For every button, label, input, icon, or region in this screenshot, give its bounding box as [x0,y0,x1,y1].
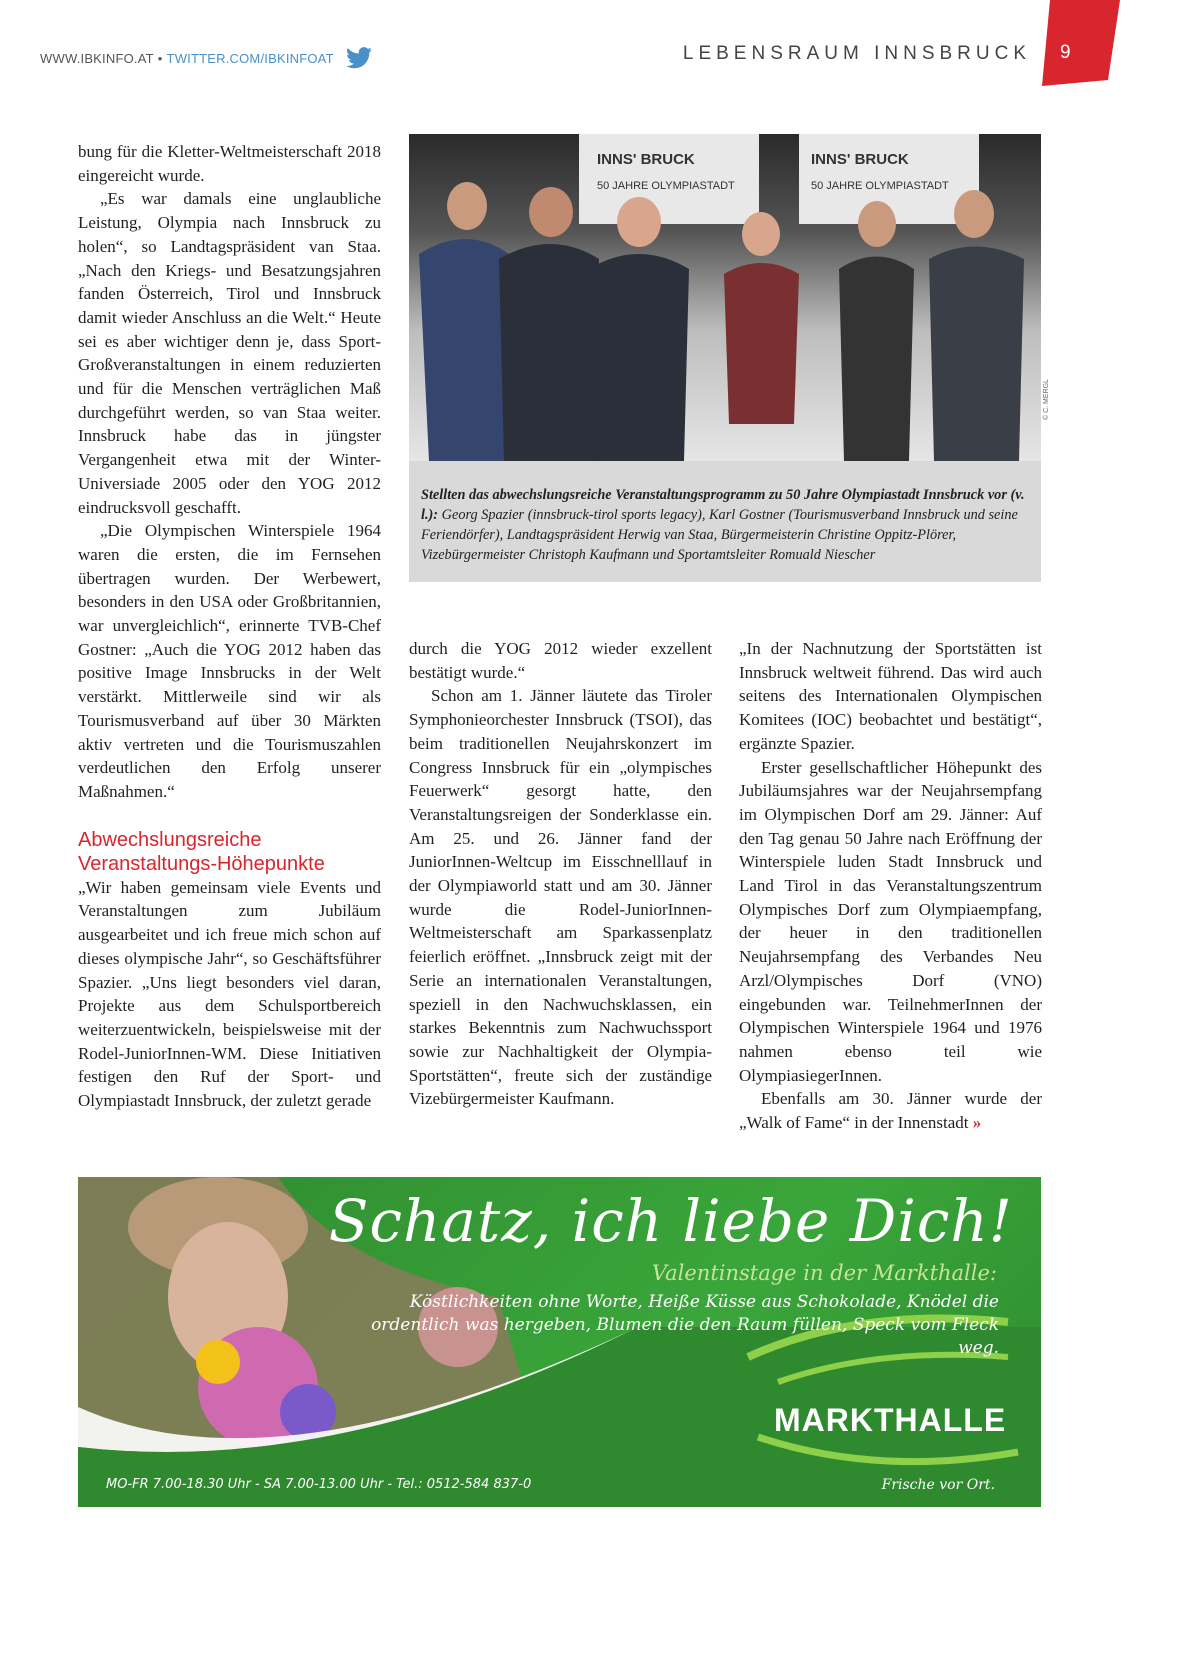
website-link[interactable]: WWW.IBKINFO.AT [40,50,154,66]
section-title: LEBENSRAUM INNSBRUCK [682,43,1031,64]
photo-credit: © C. MERGL [1043,379,1050,420]
ad-opening-hours: MO-FR 7.00-18.30 Uhr - SA 7.00-13.00 Uhr - Tel.: 0512-584 837-0 [106,1477,532,1492]
paragraph: Erster gesellschaftlicher Höhepunkt des Jubiläumsjahres war der Neujahrsempfang im Olympischen Dorf am 29. Jänner: Auf den Tag genau 50 Jahre nach Eröffnung der Winterspiele luden Stadt Innsbruck und Land Tirol in das Veranstaltungszentrum Olympisches Dorf zum Olympiaempfang, der heuer in den traditionellen Neujahrsempfang des Verbandes Neu Arzl/Olympisches Dorf (VNO) eingebunden war. TeilnehmerInnen der Olympischen Winterspiele 1964 und 1976 nahmen ebenso teil wie OlympiasiegerInnen. [739,757,1042,1085]
twitter-link[interactable]: TWITTER.COM/IBKINFOAT [166,50,334,66]
group-photo-illustration [409,134,1041,461]
twitter-bird-icon [346,47,372,69]
markthalle-logo: MARKTHALLE [774,1402,1007,1438]
page-number: 9 [1060,42,1071,63]
paragraph: „Die Olympischen Winterspiele 1964 waren die ersten, die im Fernsehen übertragen wurden. Der Werbewert, besonders in den USA oder Großbritannien, war unvergleichlich“, erinnerte TVB-Chef Gostner: „Auch die YOG 2012 haben das positive Image Innsbrucks in der Welt verstärkt. Mittlerweile sind wir als Tourismusverband auf über 30 Märkten aktiv vertreten und die Tourismuszahlen verdeutlichen den Erfolg unserer Maßnahmen.“ [78,521,381,801]
caption-lead: Stellten das abwechslungsreiche Veranstaltungsprogramm zu 50 Jahre Olympiastadt Innsbruck vor (v. l.): [421,487,1025,523]
paragraph: „Es war damals eine unglaubliche Leistung, Olympia nach Innsbruck zu holen“, so Landtagspräsident van Staa. „Nach den Kriegs- und Besatzungsjahren fanden Österreich, Tirol und Innsbruck damit wieder Anschluss an die Welt.“ Heute sei es aber wichtiger denn je, dass Sport-Großveranstaltungen in einem reduzierten und für die Menschen verträglichen Maß durchgeführt werden, so van Staa weiter. Innsbruck habe das in jüngster Vergangenheit etwa mit der Winter-Universiade 2005 oder den YOG 2012 eindrucksvoll geschafft. [78,189,381,517]
separator: • [157,50,163,66]
ad-slogan: Frische vor Ort. [881,1477,995,1493]
ad-headline: Schatz, ich liebe Dich! [328,1187,1013,1255]
paragraph: bung für die Kletter-Weltmeisterschaft 2018 eingereicht wurde. [78,142,381,185]
banner-text: INNS' BRUCK [597,151,695,168]
paragraph [739,1087,1042,1134]
page-number-tab [1040,0,1120,86]
article-column-3 [739,637,1042,1135]
photo-caption [409,461,1041,582]
article-column-1 [78,140,381,1113]
paragraph: Schon am 1. Jänner läutete das Tiroler Symphonieorchester Innsbruck (TSOI), das beim traditionellen Neujahrskonzert im Congress Innsbruck für ein „olympisches Feuerwerk“ gesorgt hatte, den Veranstaltungsreigen der Sonderklasse ein. Am 25. und 26. Jänner fand der JuniorInnen-Weltcup im Eisschnelllauf in der Olympiaworld statt und am 30. Jänner wurde die Rodel-JuniorInnen-Weltmeisterschaft am Sparkassenplatz feierlich eröffnet. „Innsbruck zeigt mit der Serie an internationalen Veranstaltungen, speziell in den Nachwuchsklassen, ein starkes Bekenntnis zum Nachwuchssport sowie zur Nachhaltigkeit der Olympia-Sportstätten“, freute sich der zuständige Vizebürgermeister Kaufmann. [409,686,712,1109]
continue-marker: » [972,1113,982,1133]
ad-body-text: Köstlichkeiten ohne Worte, Heiße Küsse aus Schokolade, Knödel die ordentlich was hergeben, Blumen die den Raum füllen, Speck vom Fleck weg. [371,1292,999,1358]
markthalle-advertisement[interactable] [78,1177,1041,1507]
paragraph: „In der Nachnutzung der Sportstätten ist Innsbruck weltweit führend. Das wird auch seitens des Internationalen Olympischen Komitees (IOC) beobachtet und bestätigt“, ergänzte Spazier. [739,639,1042,753]
banner-text: 50 JAHRE OLYMPIASTADT [811,180,949,192]
banner-text: 50 JAHRE OLYMPIASTADT [597,180,735,192]
subheading: Abwechslungsreiche Veranstaltungs-Höhepunkte [78,828,325,875]
paragraph: „Wir haben gemeinsam viele Events und Veranstaltungen zum Jubiläum ausgearbeitet und ich freue mich schon auf dieses olympische Jahr“, so Geschäftsführer Spazier. „Uns liegt besonders viel daran, Projekte aus dem Schulsportbereich weiterzuentwickeln, beispielsweise mit der Rodel-JuniorInnen-WM. Diese Initiativen festigen den Ruf der Sport- und Olympiastadt Innsbruck, der zuletzt gerade [78,877,381,1111]
paragraph-text: Ebenfalls am 30. Jänner wurde der „Walk of Fame“ in der Innenstadt [739,1089,1042,1133]
ad-subheadline: Valentinstage in der Markthalle: [651,1261,997,1285]
paragraph: durch die YOG 2012 wieder exzellent bestätigt wurde.“ [409,639,712,682]
article-column-2 [409,637,712,1111]
article-photo [409,134,1041,461]
caption-text: Georg Spazier (innsbruck-tirol sports legacy), Karl Gostner (Tourismusverband Innsbruck und seine Feriendörfer), Landtagspräsident Herwig van Staa, Bürgermeisterin Christine Oppitz-Plörer, Vizebürgermeister Christoph Kaufmann und Sportamtsleiter Romuald Niescher [421,507,1018,563]
header-links [40,47,372,69]
banner-text: INNS' BRUCK [811,151,909,168]
